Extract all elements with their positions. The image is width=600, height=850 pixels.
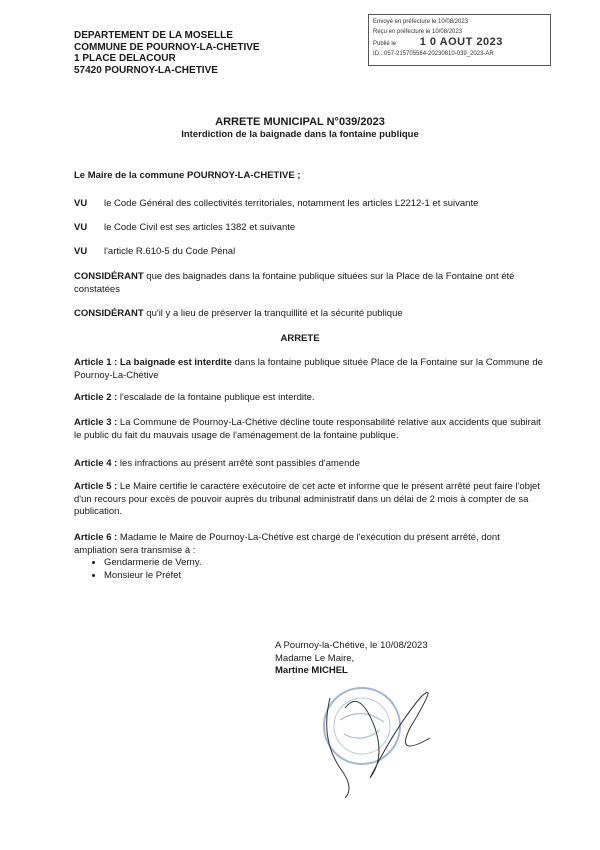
prefecture-stamp [368, 14, 551, 66]
mayor-intro: Le Maire de la commune POURNOY-LA-CHETIVE ; [74, 170, 301, 181]
seal-outer-ring [324, 688, 400, 764]
letterhead-commune: COMMUNE DE POURNOY-LA-CHETIVE [74, 41, 260, 53]
vu-label: VU [74, 246, 88, 257]
article-3 [74, 417, 544, 442]
article-label: Article 4 : [74, 458, 118, 469]
vu-line [74, 246, 235, 257]
stamp-published [373, 37, 546, 49]
article-text: Le Maire certifie le caractère exécutoire de cet acte et informe que le présent arrêté peut faire l'objet d'un recours pour excès de pouvoir auprès du tribunal administratif dans un délai de 2 mois à compter de sa publication. [74, 481, 540, 517]
vu-line [74, 198, 478, 209]
article-emphasis: La baignade est interdite [117, 357, 232, 368]
considerant-label: CONSIDÉRANT [74, 271, 144, 282]
mayor-seal-and-signature [300, 668, 450, 818]
signature-name: Martine MICHEL [275, 665, 348, 676]
signature-role: Madame Le Maire, [275, 652, 355, 664]
article-label: Article 1 : [74, 357, 118, 368]
article-text: les infractions au présent arrêté sont passibles d'amende [117, 458, 360, 469]
vu-label: VU [74, 198, 88, 209]
letterhead-city: 57420 POURNOY-LA-CHETIVE [74, 64, 218, 76]
letterhead [74, 30, 260, 76]
vu-text: le Code Général des collectivités territoriales, notamment les articles L2212-1 et suivante [104, 198, 479, 209]
title-main: ARRETE MUNICIPAL N°039/2023 [215, 116, 385, 128]
title-subtitle: Interdiction de la baignade dans la fontaine publique [181, 129, 419, 140]
article-label: Article 6 : [74, 532, 118, 543]
letterhead-department: DEPARTEMENT DE LA MOSELLE [74, 30, 233, 41]
stamp-received: Reçu en préfecture le 10/08/2023 [373, 29, 463, 35]
recipient-list [74, 557, 544, 582]
stamp-id: ID : 057-215705584-20230810-039_2023-AR [373, 51, 494, 57]
seal-inner-ring [334, 698, 390, 754]
considerant-text: que des baignades dans la fontaine publique situées sur la Place de la Fontaine ont été constatées [74, 271, 515, 295]
considerant-1 [74, 271, 544, 296]
arrete-heading: ARRETE [280, 333, 320, 344]
document-title [0, 116, 600, 140]
stamp-published-label: Publié le [373, 41, 397, 47]
considerant-2 [74, 308, 544, 321]
article-label: Article 2 : [74, 392, 118, 403]
article-1 [74, 357, 544, 382]
article-4 [74, 458, 544, 471]
vu-text: le Code Civil est ses articles 1382 et suivante [104, 222, 296, 233]
article-text: La Commune de Pournoy-La-Chétive décline toute responsabilité relative aux accidents que subirait le public du fait du mauvais usage de l'aménagement de la fontaine publique. [74, 417, 541, 441]
considerant-text: qu'il y a lieu de préserver la tranquillité et la sécurité publique [143, 308, 403, 319]
article-2 [74, 392, 544, 405]
list-item: • Gendarmerie de Verny. [104, 557, 544, 570]
stamp-sent: Envoyé en préfecture le 10/08/2023 [373, 19, 469, 25]
stamp-published-date: 1 0 AOUT 2023 [419, 37, 503, 48]
vu-text: l'article R.610-5 du Code Pénal [104, 246, 236, 257]
considerant-label: CONSIDÉRANT [74, 308, 144, 319]
article-text: Madame le Maire de Pournoy-La-Chétive est chargé de l'exécution du présent arrêté, dont ampliation sera transmise à : [74, 532, 500, 556]
signature-place-date: A Pournoy-la-Chétive, le 10/08/2023 [275, 640, 428, 651]
article-6 [74, 532, 544, 582]
vu-label: VU [74, 222, 88, 233]
vu-line [74, 222, 295, 233]
article-label: Article 5 : [74, 481, 118, 492]
article-text: dans la fontaine publique située Place de la Fontaine sur la Commune de Pournoy-La-Chétive [74, 357, 543, 381]
list-item: • Monsieur le Préfet [104, 570, 544, 583]
article-text: l'escalade de la fontaine publique est interdite. [117, 392, 315, 403]
article-label: Article 3 : [74, 417, 118, 428]
letterhead-street: 1 PLACE DELACOUR [74, 53, 176, 64]
article-5 [74, 481, 544, 519]
